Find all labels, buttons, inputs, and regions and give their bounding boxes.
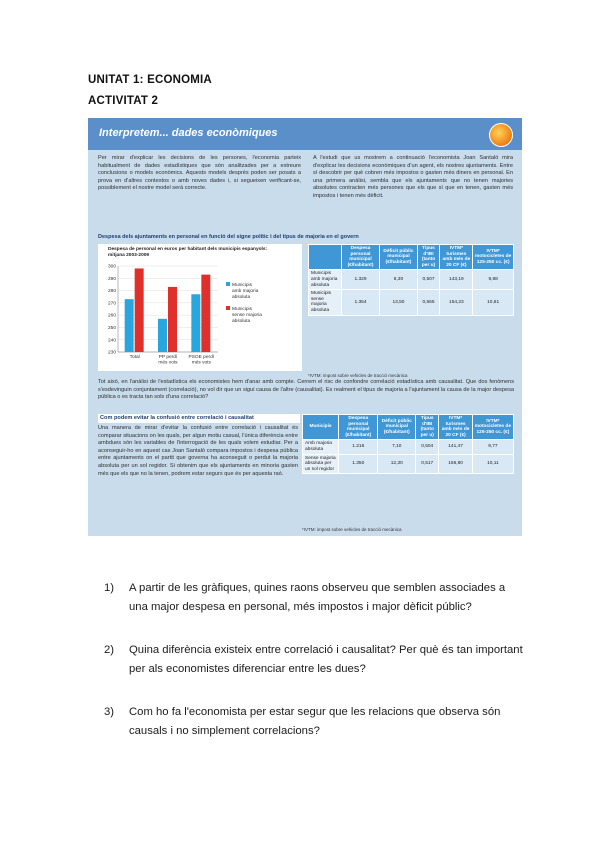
bar-chart xyxy=(98,244,302,371)
correlation-box xyxy=(98,414,298,529)
table-cell: 141,47 xyxy=(439,440,472,454)
y-tick-label: 280 xyxy=(107,289,116,295)
table-cell: Municipis sense majoria absoluta xyxy=(309,290,342,315)
question-text: Com ho fa l'economista per estar segur que les relacions que observa són causals i no simplement correlacions? xyxy=(129,706,501,737)
table-header-cell: Despesa personal municipal (€/habitant) xyxy=(341,245,380,270)
table-cell: Amb majoria absoluta xyxy=(303,440,339,454)
x-tick-label: Total xyxy=(129,355,140,360)
legend-label: absoluta xyxy=(232,295,251,300)
table-cell: 7,10 xyxy=(378,440,416,454)
table-header-cell: IVTM* motocicletes de 125-250 cc. (€) xyxy=(472,415,513,440)
panel-title: Interpretem... dades econòmiques xyxy=(99,127,278,139)
table-header-cell: IVTM* turismes amb més de 20 CF (€) xyxy=(440,245,473,270)
table-cell: 143,19 xyxy=(440,270,473,290)
table-cell: 10,61 xyxy=(473,290,514,315)
table-header-cell: Tipus d'IBI (tanto per u) xyxy=(417,245,440,270)
table-header-cell: Municipis xyxy=(303,415,339,440)
table-header-cell xyxy=(309,245,342,270)
table-cell: 10,11 xyxy=(472,454,513,474)
legend-label: absoluta xyxy=(232,319,251,324)
section-strip: Despesa dels ajuntaments en personal en funció del signe polític i del tipus de majoria en el govern xyxy=(98,234,359,240)
table-cell: 0,565 xyxy=(417,290,440,315)
table-header-cell: Tipus d'IBI (tanto per u) xyxy=(416,415,439,440)
table-header-cell: Dèficit públic municipal (€/habitant) xyxy=(378,415,416,440)
chart-title: Despesa de personal en euros per habitant dels municipis espanyols: mitjana 2003-2009 xyxy=(108,247,268,258)
x-tick-label: més vots xyxy=(158,360,178,366)
legend-label: sense majoria xyxy=(232,313,262,318)
x-tick-label: PSOE perdí xyxy=(188,355,215,360)
x-tick-label: més vots xyxy=(191,360,211,366)
data-table-2 xyxy=(302,414,514,474)
table-note: *IVTM: impost sobre vehicles de tracció mecànica xyxy=(302,527,402,532)
table-cell: 1.216 xyxy=(339,440,378,454)
intro-left-text: Per mirar d'explicar les decisions de les persones, l'economia parteix habitualment de dades estadístiques que són analitzades per a extreure conclusions o models econòmics. Aquests models després poden ser posats a prova en d'altres contextos o amb noves dades i, si segueixen verificant-se, possiblement el nostre model serà correcte. xyxy=(98,155,301,192)
table-row xyxy=(303,454,514,474)
panel-header xyxy=(88,118,522,150)
table-cell: 154,23 xyxy=(440,290,473,315)
legend-label: Municipis xyxy=(232,283,252,288)
question-number: 2) xyxy=(104,644,115,656)
table-header-cell: Despesa personal municipal (€/habitant) xyxy=(339,415,378,440)
table-cell: 12,30 xyxy=(378,454,416,474)
legend-label: amb majoria xyxy=(232,289,259,294)
y-tick-label: 290 xyxy=(107,276,116,282)
table-cell: 9,88 xyxy=(473,270,514,290)
y-tick-label: 240 xyxy=(107,338,116,344)
table-header-cell: IVTM* motocicletes de 125-250 cc. (€) xyxy=(473,245,514,270)
y-tick-label: 250 xyxy=(107,326,116,332)
table-row xyxy=(309,290,514,315)
question-text: A partir de les gràfiques, quines raons observeu que semblen associades a una major despesa en personal, més impostos i major dèficit públic? xyxy=(129,582,506,613)
data-table-1 xyxy=(308,244,514,316)
bar xyxy=(158,319,167,352)
table-cell: 1.354 xyxy=(341,290,380,315)
chart-svg xyxy=(98,244,302,371)
question-number: 3) xyxy=(104,706,115,718)
y-tick-label: 260 xyxy=(107,313,116,319)
x-tick-label: PP perdí xyxy=(158,355,178,360)
bar xyxy=(191,294,200,352)
bar xyxy=(125,299,134,352)
bar xyxy=(135,268,144,352)
correlation-text: Tot això, en l'anàlisi de l'estadística els economistes hem d'anar amb compte. Cerrem el risc de confondre correlació estadística amb causalitat. Que dos fenòmens s'esdevinguin conjuntament (correlació), no vol dir que un sigui causa de l'altre (causalitat). Es realment el tipus de majoria a l'ajuntament la causa de la major despesa pública o es tracta tan sols d'una correlació? xyxy=(98,379,514,401)
bar xyxy=(201,275,210,352)
textbook-panel xyxy=(88,118,522,536)
unit-title: UNITAT 1: ECONOMIA xyxy=(88,74,212,86)
legend-swatch xyxy=(226,306,230,310)
table-cell: 1.329 xyxy=(341,270,380,290)
table-cell: 166,80 xyxy=(439,454,472,474)
table-header-cell: Dèficit públic municipal (€/habitant) xyxy=(380,245,417,270)
table-cell: 1.350 xyxy=(339,454,378,474)
globe-icon xyxy=(489,123,513,147)
table-cell: 0,504 xyxy=(416,440,439,454)
y-tick-label: 230 xyxy=(107,350,116,356)
table-cell: Sense majoria absoluta per un sol regidor xyxy=(303,454,339,474)
table-row xyxy=(303,440,514,454)
table-cell: 0,517 xyxy=(416,454,439,474)
table-cell: 0,507 xyxy=(417,270,440,290)
question-text: Quina diferència existeix entre correlació i causalitat? Per què és tan important per als economistes diferenciar entre les dues? xyxy=(129,644,523,675)
table-cell: 8,30 xyxy=(380,270,417,290)
intro-right-text: A l'estudi que us mostrem a continuació l'economista Joan Santaló mira d'explicar les decisions econòmiques d'un agent, els nostres ajuntaments. Entre sí descobrir per què cobren més impostos o gasten més diners en personal. En una primera anàlisi, sembla que els ajuntaments que no tenen majories absolutes contracten més persones que els que sí que en tenen, gasten més impostos i tenen més dèficit. xyxy=(313,155,513,199)
table-cell: 13,50 xyxy=(380,290,417,315)
activity-title: ACTIVITAT 2 xyxy=(88,95,159,107)
correlation-box-text: Una manera de mirar d'evitar la confusió entre correlació i causalitat és comparar situacions on les quals, per algun motiu casual, l'única diferència entre ambdues són les variables de l'interrogació de les quals volem estudiar. Per a aconseguir-ho en aquest cas Joan Santaló compara impostos i despesa pública entre ajuntaments on el partit que governa ha aconseguit o perdut la majoria absoluta per un sol regidor. Si obtenim que els ajuntaments en minoria gasten més que els que no la tenen, podrem estar segurs que és per aquesta raó. xyxy=(98,425,298,477)
legend-label: Municipis xyxy=(232,307,252,312)
table-cell: Municipis amb majoria absoluta xyxy=(309,270,342,290)
table-row xyxy=(309,270,514,290)
table-note: *IVTM: impost sobre vehicles de tracció mecànica xyxy=(308,373,408,378)
y-tick-label: 270 xyxy=(107,301,116,307)
table-cell: 9,77 xyxy=(472,440,513,454)
correlation-box-title: Com podem evitar la confusió entre correlació i causalitat xyxy=(98,414,300,423)
table-header-cell: IVTM* turismes amb més de 20 CF (€) xyxy=(439,415,472,440)
question-number: 1) xyxy=(104,582,115,594)
y-tick-label: 300 xyxy=(107,264,116,270)
legend-swatch xyxy=(226,282,230,286)
bar xyxy=(168,287,177,352)
